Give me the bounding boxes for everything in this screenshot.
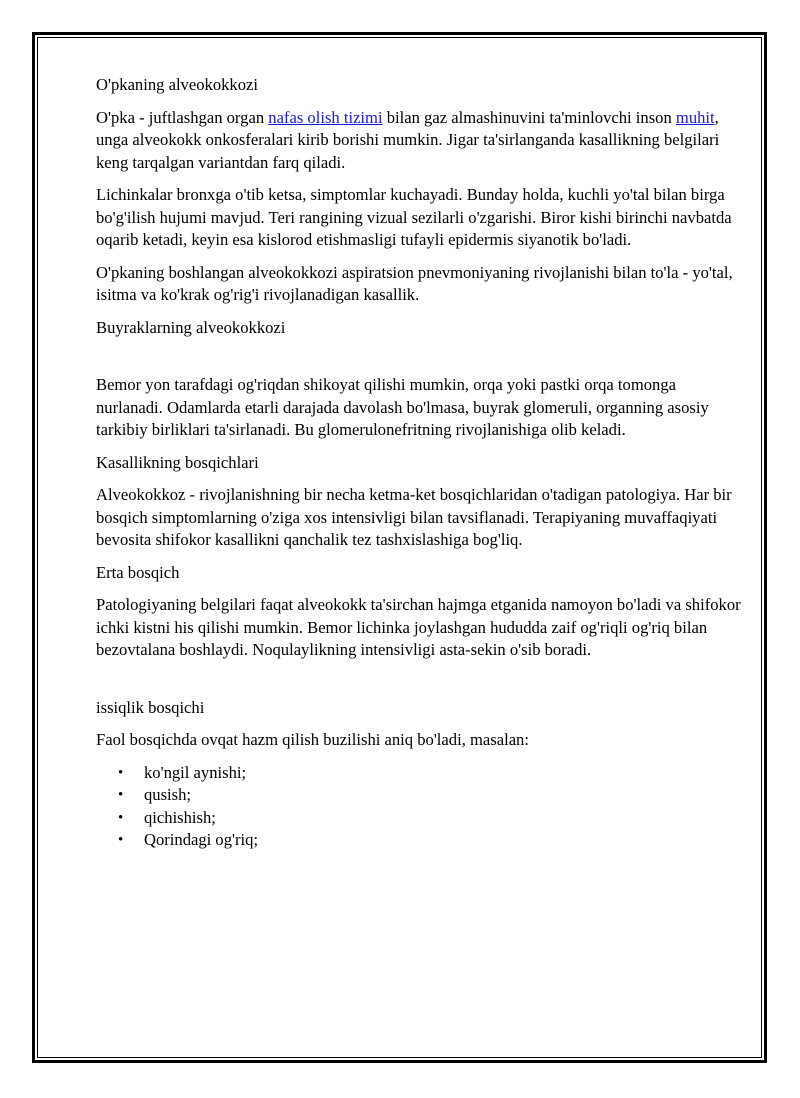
heading-disease-stages: Kasallikning bosqichlari (96, 452, 259, 472)
paragraph-bronchi-symptoms: Lichinkalar bronxga o'tib ketsa, simptomlar kuchayadi. Bunday holda, kuchli yo'tal bilan birga bo'g'ilish hujumi mavjud. Teri rangining vizual sezilarli o'zgarishi. Biror kishi birinchi navbatda oqarib ketadi, keyin esa kislorod etishmasligi tufayli epidermis siyanotik bo'ladi. (96, 185, 732, 249)
paragraph-text: , unga alveokokk onkosferalari kirib borishi mumkin. Jigar ta'sirlanganda kasallikning belgilari keng tarqalgan variantdan farq qiladi. (96, 107, 720, 172)
link-respiratory-system[interactable]: nafas olish tizimi (268, 107, 383, 127)
bullet-icon: • (118, 764, 124, 781)
blank-line (96, 349, 746, 374)
heading-lung-alveococcosis: O'pkaning alveokokkozi (96, 75, 258, 94)
paragraph-active-stage: Faol bosqichda ovqat hazm qilish buzilishi aniq bo'ladi, masalan: (96, 730, 529, 749)
document-body (96, 74, 746, 852)
heading-heat-stage: issiqlik bosqichi (96, 697, 205, 717)
list-item-text: Qorindagi og'riq; (144, 830, 259, 849)
paragraph-early-stage: Patologiyaning belgilari faqat alveokokk ta'sirchan hajmga etganida namoyon bo'ladi va shifokor ichki kistni his qilishi mumkin. Bemor lichinka joylashgan hududda zaif og'riqli og'riq bilan bezovtalana boshlaydi. Noqulaylikning intensivligi asta-sekin o'sib boradi. (96, 595, 741, 659)
bullet-icon: • (118, 787, 124, 803)
bullet-icon: • (118, 832, 124, 848)
symptom-list (96, 762, 746, 852)
bullet-icon: • (118, 809, 124, 826)
list-item (118, 784, 746, 807)
paragraph-text: bilan gaz almashinuvini ta'minlovchi inson (382, 107, 676, 127)
paragraph-pneumonia: O'pkaning boshlangan alveokokkozi aspiratsion pnevmoniyaning rivojlanishi bilan to'la - yo'tal, isitma va ko'krak og'rig'i rivojlanadigan kasallik. (96, 262, 733, 304)
paragraph-text: O'pka - juftlashgan organ (96, 107, 269, 127)
list-item (118, 807, 746, 830)
heading-kidney-alveococcosis: Buyraklarning alveokokkozi (96, 317, 286, 337)
paragraph-lung-intro (96, 107, 746, 175)
list-item-text: qichishish; (144, 807, 216, 827)
list-item (118, 762, 746, 785)
list-item-text: qusish; (144, 785, 192, 804)
blank-line (96, 672, 746, 697)
paragraph-kidney-symptoms: Bemor yon tarafdagi og'riqdan shikoyat qilishi mumkin, orqa yoki pastki orqa tomonga nurlanadi. Odamlarda etarli darajada davolash bo'lmasa, buyrak glomeruli, organning asosiy tarkibiy birliklari ta'sirlanadi. Bu glomerulonefritning rivojlanishiga olib keladi. (96, 375, 709, 439)
paragraph-stages-intro: Alveokokkoz - rivojlanishning bir necha ketma-ket bosqichlaridan o'tadigan patologiya. Har bir bosqich simptomlarning o'ziga xos intensivligi bilan tavsiflanadi. Terapiyaning muvaffaqiyati bevosita shifokor kasallikni qanchalik tez tashxislashiga bog'liq. (96, 485, 732, 549)
link-environment[interactable]: muhit (675, 107, 715, 127)
heading-early-stage: Erta bosqich (96, 562, 180, 582)
list-item-text: ko'ngil aynishi; (144, 762, 247, 782)
list-item (118, 829, 746, 852)
